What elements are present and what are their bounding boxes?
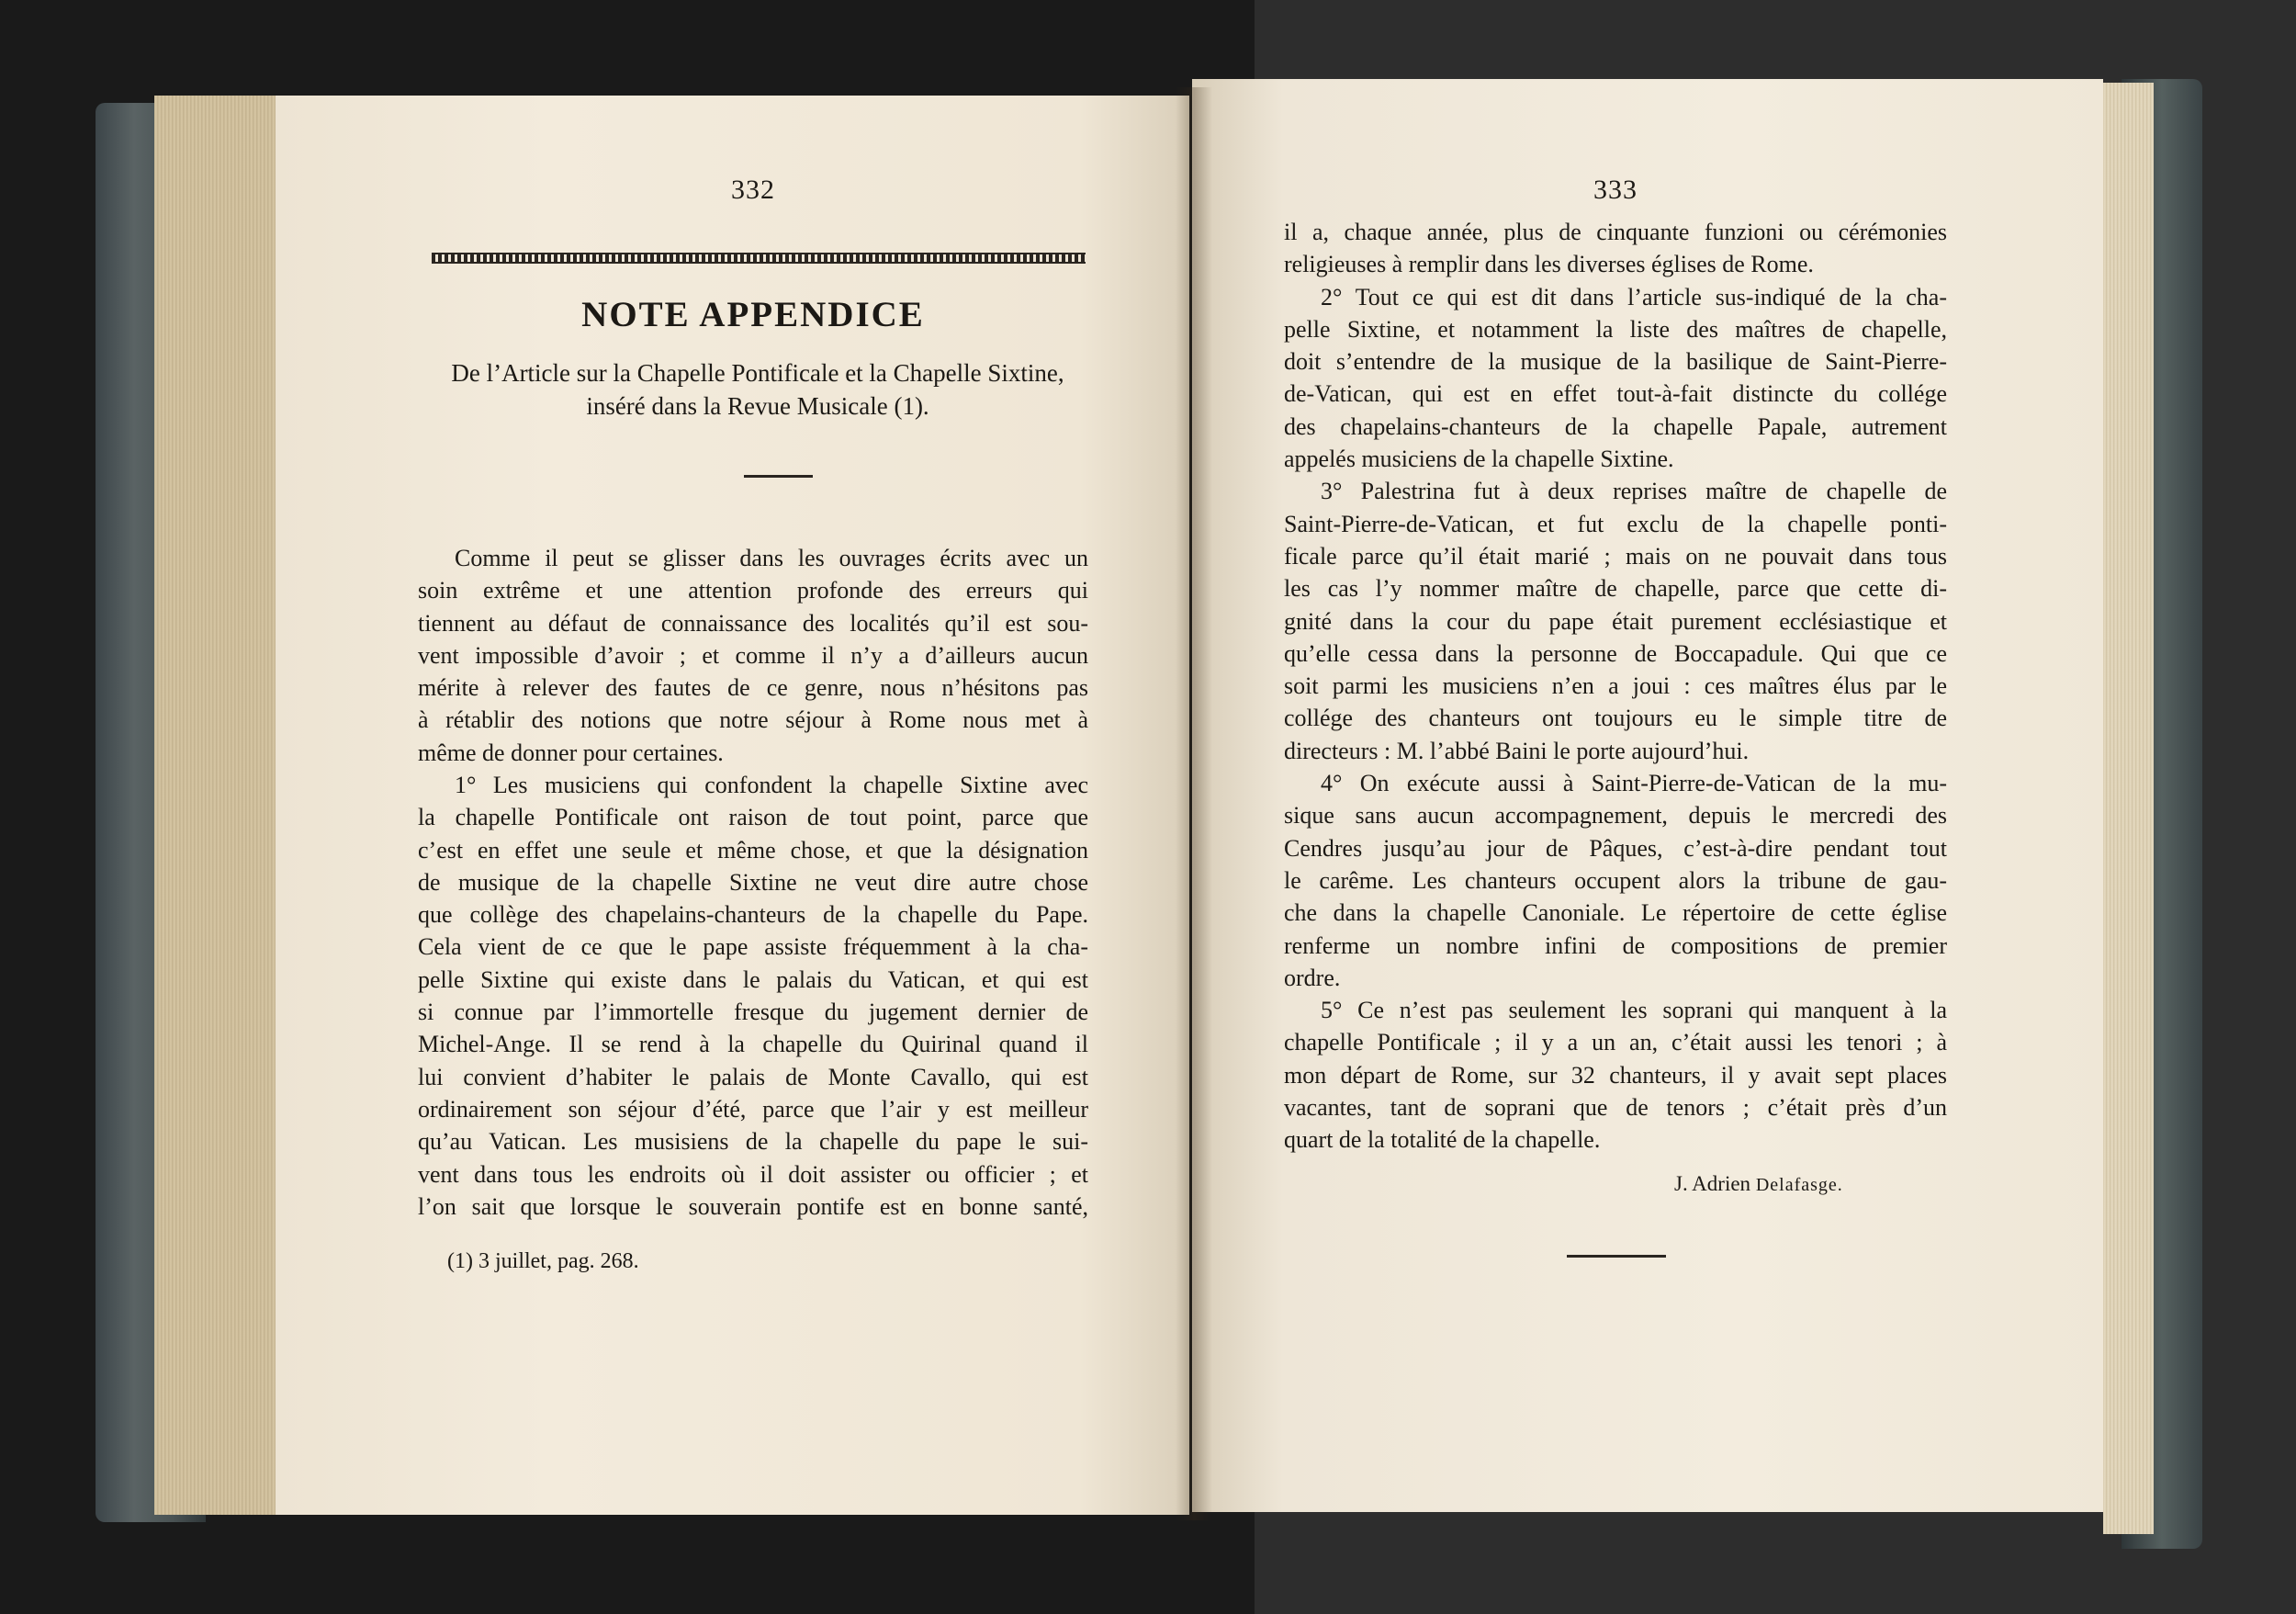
page-edges-right <box>2103 83 2154 1534</box>
right-page-text <box>1284 216 1947 1157</box>
text-line: l’on sait que lorsque le souverain pontife est en bonne santé, <box>418 1192 1088 1220</box>
text-line: appelés musiciens de la chapelle Sixtine. <box>1284 446 1674 473</box>
text-line: doit s’entendre de la musique de la basilique de Saint-Pierre- <box>1284 348 1947 376</box>
text-line: vent impossible d’avoir ; et comme il n’y a d’ailleurs aucun <box>418 641 1088 669</box>
paragraph-1 <box>418 542 1088 769</box>
text-line: le carême. Les chanteurs occupent alors la tribune de gau- <box>1284 866 1947 894</box>
text-line: 3° Palestrina fut à deux reprises maître de chapelle de <box>1321 478 1947 505</box>
text-line: vent dans tous les endroits où il doit assister ou officier ; et <box>418 1160 1088 1188</box>
text-line: qu’elle cessa dans la personne de Boccapadule. Qui que ce <box>1284 639 1947 667</box>
text-line: des chapelains-chanteurs de la chapelle Papale, autrement <box>1284 412 1947 440</box>
paragraph-2 <box>418 769 1088 1223</box>
signature <box>1674 1172 1843 1196</box>
text-line: 4° On exécute aussi à Saint-Pierre-de-Vatican de la mu- <box>1321 770 1947 797</box>
text-line: la chapelle Pontificale ont raison de tout point, parce que <box>418 804 1088 831</box>
text-line: de-Vatican, qui est en effet tout-à-fait distincte du collége <box>1284 380 1947 408</box>
text-line: chapelle Pontificale ; il y a un an, c’était aussi les tenori ; à <box>1284 1029 1947 1056</box>
text-line: pelle Sixtine qui existe dans le palais du Vatican, et qui est <box>418 965 1088 993</box>
text-line: ficale parce qu’il était marié ; mais on ne pouvait dans tous <box>1284 542 1947 570</box>
text-line: collége des chanteurs ont toujours eu le simple titre de <box>1284 705 1947 732</box>
page-number-left: 332 <box>731 175 775 205</box>
text-line: les cas l’y nommer maître de chapelle, parce que cette di- <box>1284 575 1947 603</box>
footnote: (1) 3 juillet, pag. 268. <box>447 1249 639 1273</box>
page-edges-left <box>154 96 278 1515</box>
text-line: tiennent au défaut de connaissance des localités qu’il est sou- <box>418 609 1088 637</box>
text-line: Comme il peut se glisser dans les ouvrages écrits avec un <box>455 545 1088 571</box>
text-line: de musique de la chapelle Sixtine ne veut dire autre chose <box>418 868 1088 896</box>
text-line: 5° Ce n’est pas seulement les soprani qui manquent à la <box>1321 997 1947 1024</box>
page-title: NOTE APPENDICE <box>581 295 925 334</box>
closing-rule <box>1567 1255 1666 1258</box>
text-line: soit parmi les musiciens n’en a joui : ces maîtres élus par le <box>1284 672 1947 700</box>
text-line: che dans la chapelle Canoniale. Le répertoire de cette église <box>1284 899 1947 927</box>
text-line: 2° Tout ce qui est dit dans l’article sus-indiqué de la cha- <box>1321 283 1947 310</box>
text-line: Saint-Pierre-de-Vatican, et fut exclu de la chapelle ponti- <box>1284 510 1947 537</box>
subtitle <box>418 356 1097 423</box>
text-line: Michel-Ange. Il se rend à la chapelle du Quirinal quand il <box>418 1031 1088 1058</box>
text-line: quart de la totalité de la chapelle. <box>1284 1126 1601 1154</box>
text-line: lui convient d’habiter le palais de Monte Cavallo, qui est <box>418 1063 1088 1090</box>
text-line: mon départ de Rome, sur 32 chanteurs, il y avait sept places <box>1284 1061 1947 1089</box>
text-line: c’est en effet une seule et même chose, et que la désignation <box>418 836 1088 863</box>
text-line: même de donner pour certaines. <box>418 739 724 766</box>
text-line: si connue par l’immortelle fresque du jugement dernier de <box>418 999 1088 1026</box>
signature-surname: Delafasge. <box>1755 1175 1843 1195</box>
text-line: 1° Les musiciens qui confondent la chapelle Sixtine avec <box>455 772 1088 798</box>
text-line: sique sans aucun accompagnement, depuis le mercredi des <box>1284 802 1947 830</box>
separator-rule <box>744 475 813 478</box>
text-line: qu’au Vatican. Les musisiens de la chapelle du pape le sui- <box>418 1128 1088 1156</box>
text-line: gnité dans la cour du pape était purement ecclésiastique et <box>1284 607 1947 635</box>
gutter-shadow <box>1176 87 1212 1520</box>
text-line: ordinairement son séjour d’été, parce que l’air y est meilleur <box>418 1095 1088 1123</box>
signature-first-name: J. Adrien <box>1674 1172 1751 1195</box>
ornamental-rule <box>432 253 1086 264</box>
text-line: religieuses à remplir dans les diverses églises de Rome. <box>1284 251 1814 278</box>
text-line: que collège des chapelains-chanteurs de la chapelle du Pape. <box>418 901 1088 929</box>
text-line: mérite à relever des fautes de ce genre, nous n’hésitons pas <box>418 674 1088 702</box>
text-line: soin extrême et une attention profonde des erreurs qui <box>418 577 1088 604</box>
text-line: il a, chaque année, plus de cinquante funzioni ou cérémonies <box>1284 219 1947 245</box>
text-line: directeurs : M. l’abbé Baini le porte aujourd’hui. <box>1284 737 1750 764</box>
page-number-right: 333 <box>1593 175 1638 205</box>
text-line: ordre. <box>1284 964 1341 991</box>
text-line: vacantes, tant de soprani que de tenors ; c’était près d’un <box>1284 1094 1947 1122</box>
text-line: Cendres jusqu’au jour de Pâques, c’est-à-dire pendant tout <box>1284 834 1947 862</box>
text-line: Cela vient de ce que le pape assiste fréquemment à la cha- <box>418 933 1088 961</box>
text-line: pelle Sixtine, et notamment la liste des maîtres de chapelle, <box>1284 315 1947 343</box>
text-line: renferme un nombre infini de compositions de premier <box>1284 931 1947 959</box>
subtitle-line-2: inséré dans la Revue Musicale (1). <box>586 392 929 420</box>
subtitle-line-1: De l’Article sur la Chapelle Pontificale et la Chapelle Sixtine, <box>451 359 1064 387</box>
text-line: à rétablir des notions que notre séjour à Rome nous met à <box>418 706 1088 734</box>
